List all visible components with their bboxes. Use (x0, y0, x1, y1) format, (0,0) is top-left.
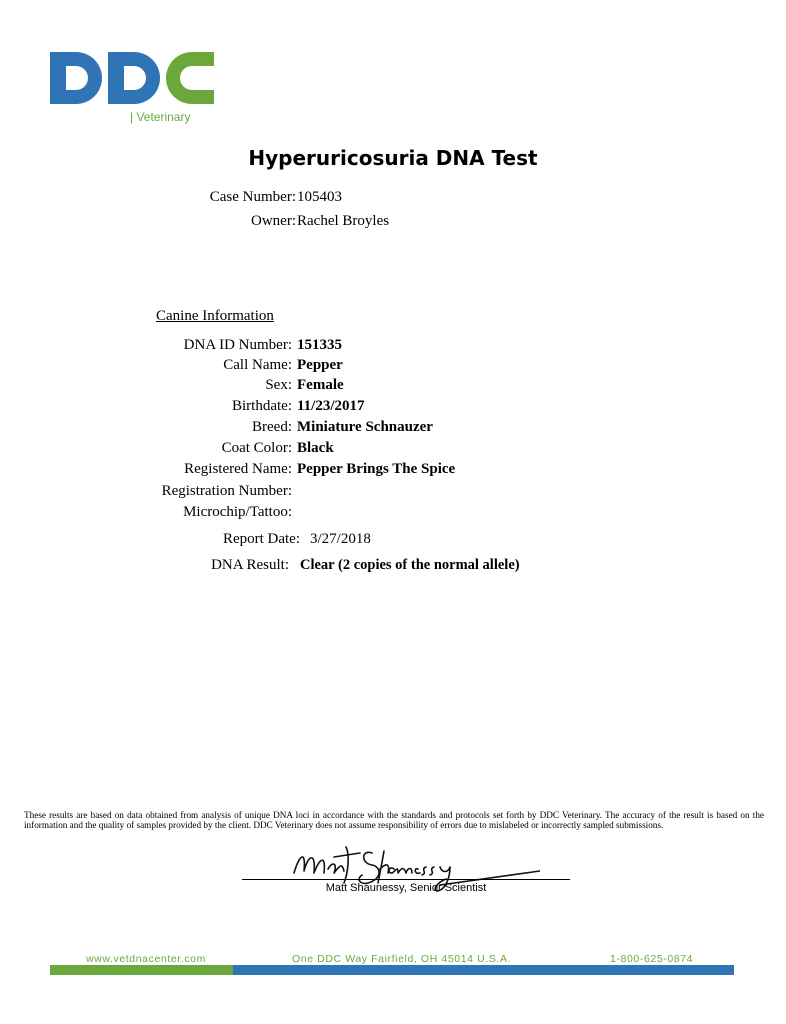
footer-address: One DDC Way Fairfield, OH 45014 U.S.A. (292, 953, 512, 965)
signature-name: Matt Shaunessy, Senior Scientist (325, 882, 487, 894)
registered-name-value: Pepper Brings The Spice (297, 461, 456, 477)
coat-color-label: Coat Color: (221, 440, 292, 456)
microchip-label: Microchip/Tattoo: (183, 504, 292, 520)
dna-result-value: Clear (2 copies of the normal allele) (300, 557, 520, 573)
sex-value: Female (297, 377, 344, 393)
signature-line (242, 879, 570, 880)
report-date-value: 3/27/2018 (310, 531, 371, 547)
footer-website: www.vetdnacenter.com (86, 953, 206, 965)
breed-label: Breed: (252, 419, 292, 435)
signature-image (290, 843, 540, 903)
disclaimer-text: These results are based on data obtained from analysis of unique DNA loci in accordance with the standards and protocols set forth by DDC Veterinary. The accuracy of the result is based on the information and the quality of samples provided by the client. DDC Veterinary does not assume responsibility of errors due to mislabeled or incorrectly sampled submissions. (24, 810, 764, 830)
birthdate-value: 11/23/2017 (297, 398, 365, 414)
owner-value: Rachel Broyles (297, 213, 390, 229)
sex-label: Sex: (265, 377, 292, 393)
logo-subtitle: | Veterinary (130, 110, 191, 124)
call-name-value: Pepper (297, 357, 343, 373)
footer-phone: 1-800-625-0874 (610, 953, 694, 965)
report-date-label: Report Date: (222, 531, 300, 547)
dna-result-label: DNA Result: (211, 557, 289, 573)
page-title: Hyperuricosuria DNA Test (248, 146, 538, 170)
canine-info-heading: Canine Information (156, 308, 274, 324)
registration-number-label: Registration Number: (161, 483, 292, 499)
coat-color-value: Black (297, 440, 334, 456)
footer-bar-blue (233, 965, 734, 975)
case-number-label: Case Number: (209, 189, 296, 205)
ddc-logo-mark (48, 50, 218, 108)
breed-value: Miniature Schnauzer (297, 419, 433, 435)
ddc-logo (48, 50, 218, 130)
owner-label: Owner: (251, 213, 296, 229)
dna-id-label: DNA ID Number: (183, 337, 292, 353)
case-number-value: 105403 (297, 189, 342, 205)
registered-name-label: Registered Name: (184, 461, 292, 477)
call-name-label: Call Name: (223, 357, 292, 373)
footer-bar-green (50, 965, 233, 975)
dna-id-value: 151335 (297, 337, 342, 353)
birthdate-label: Birthdate: (232, 398, 292, 414)
